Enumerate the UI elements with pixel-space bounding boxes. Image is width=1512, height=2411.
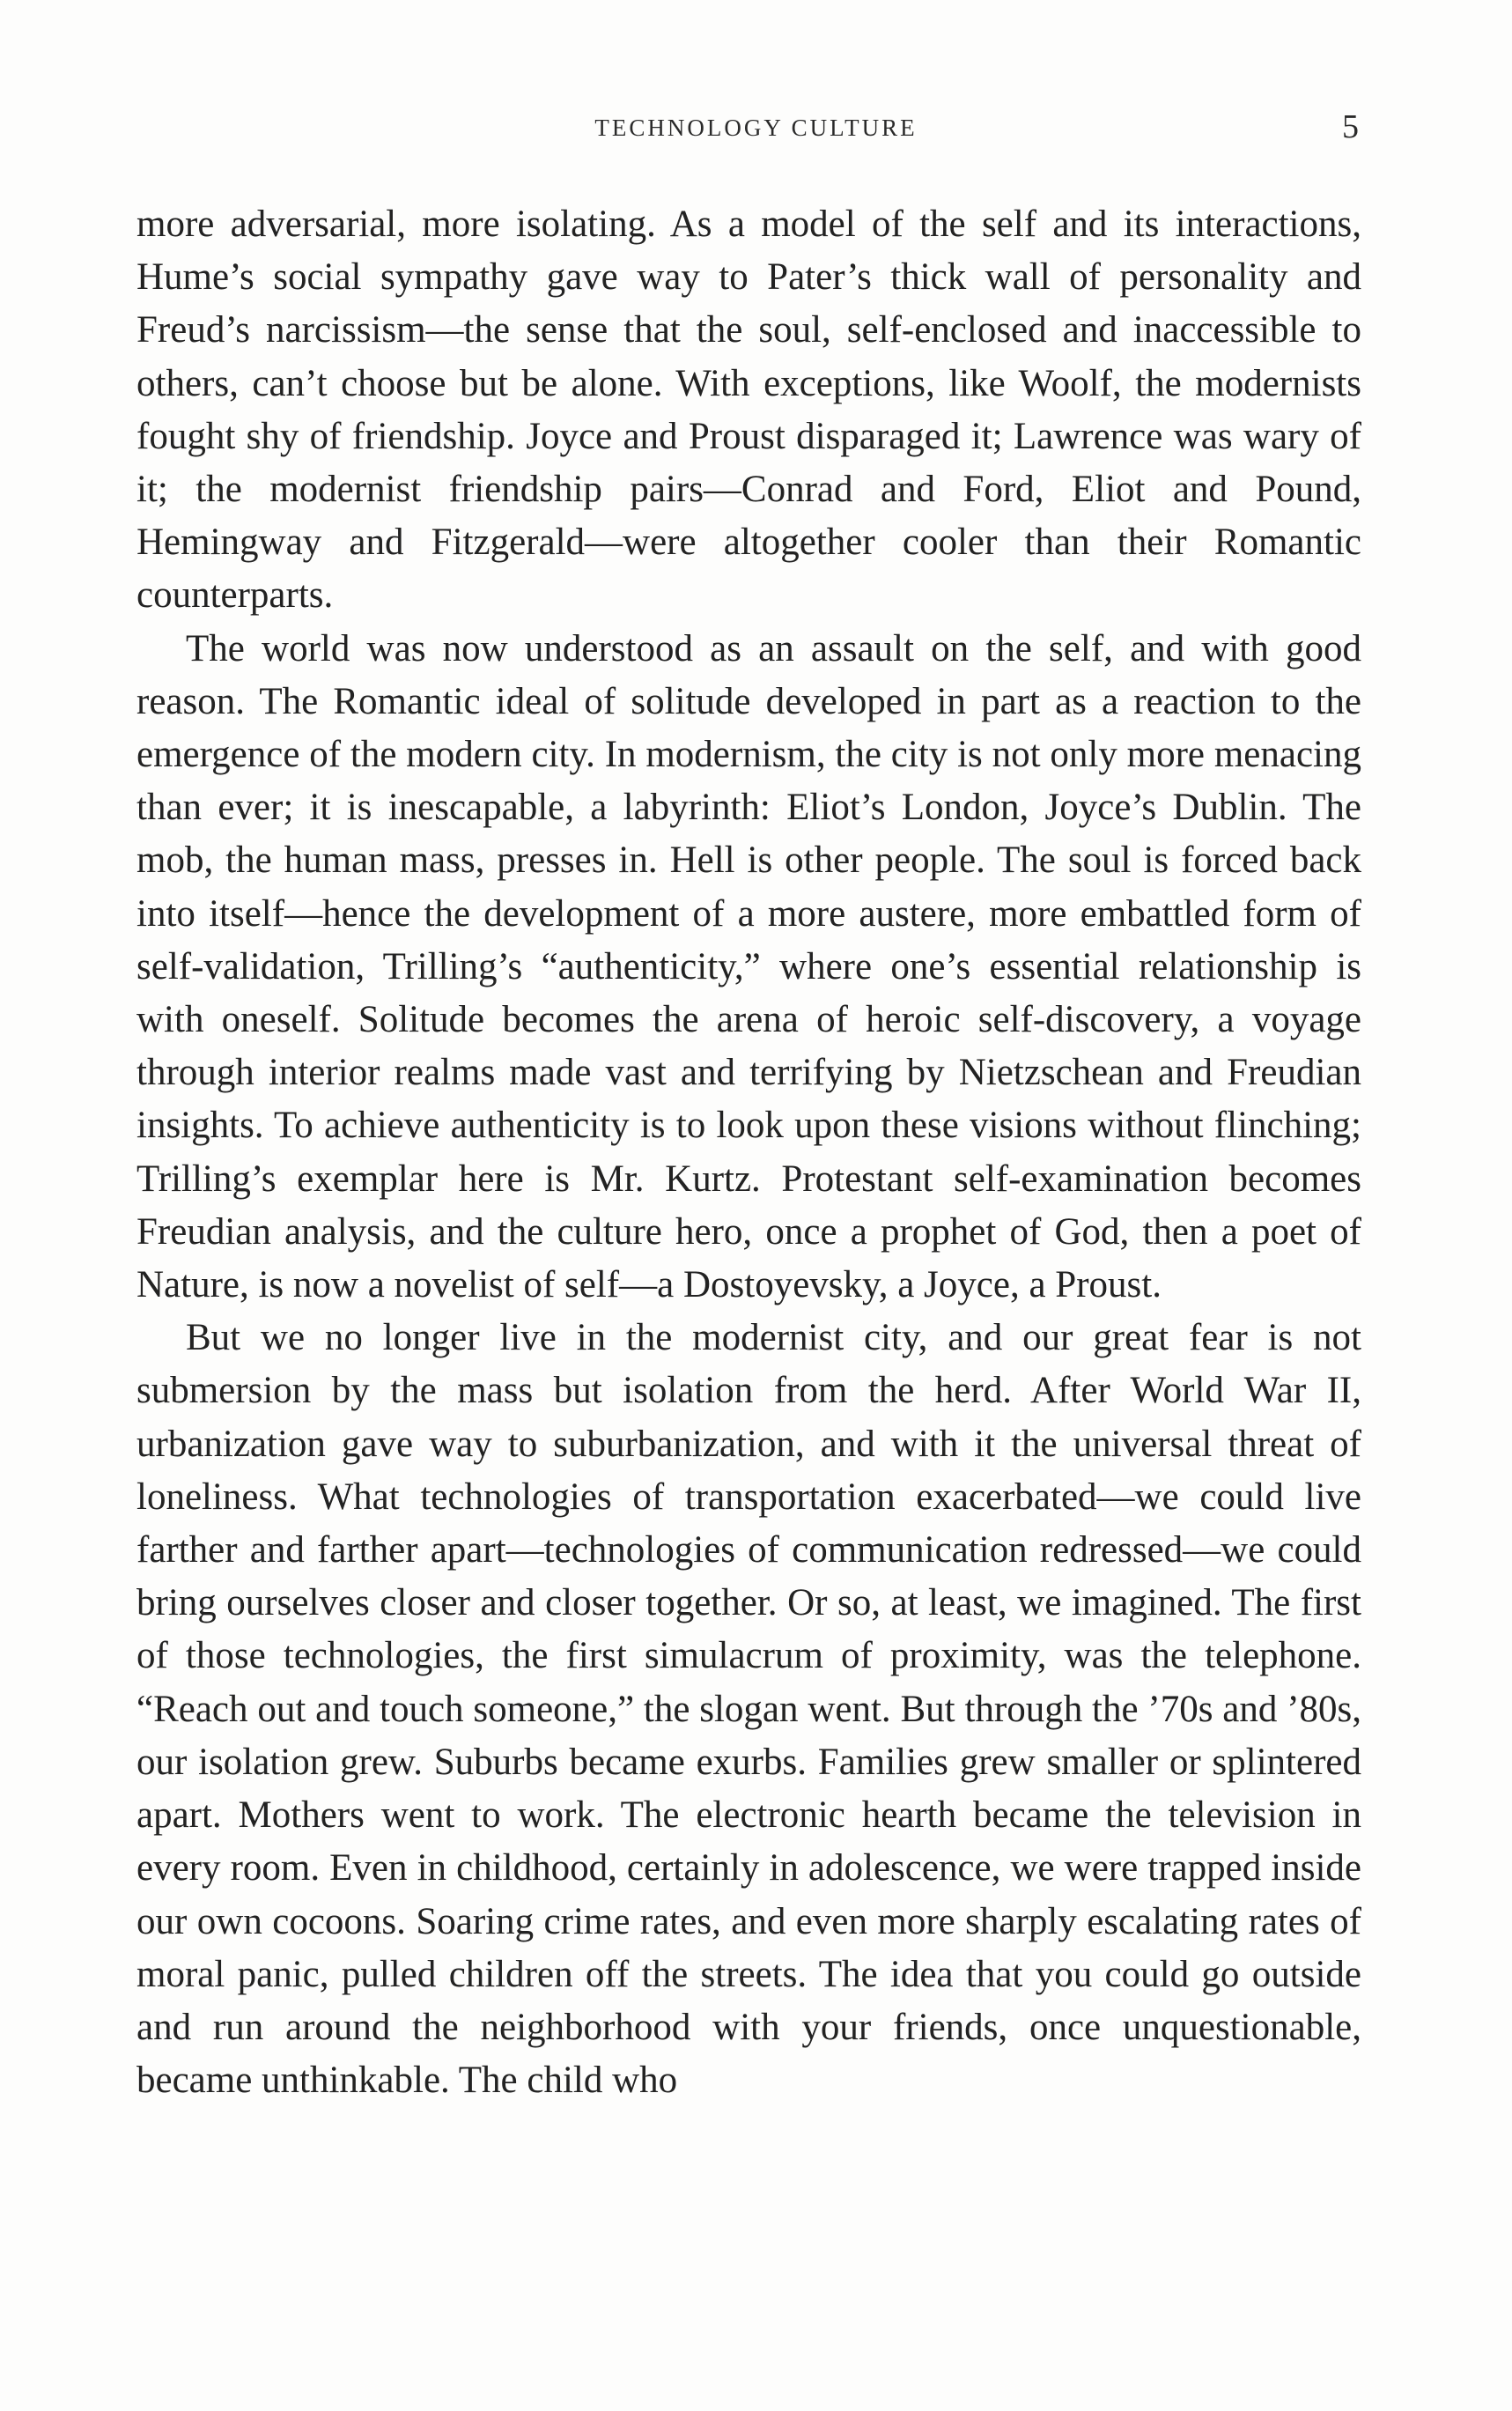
paragraph-2: The world was now understood as an assault on the self, and with good reason. The Romantic ideal of solitude developed in part as a reaction to the emergence of the modern city. In modernism, the city is not only more menacing than ever; it is inescapable, a labyrinth: Eliot’s London, Joyce’s Dublin. The mob, the human mass, presses in. Hell is other people. The soul is forced back into itself—hence the development of a more austere, more embattled form of self-validation, Trilling’s “authenticity,” where one’s essential relationship is with oneself. Solitude becomes the arena of heroic self-discovery, a voyage through interior realms made vast and terrifying by Nietzschean and Freudian insights. To achieve authenticity is to look upon these visions without flinching; Trilling’s exemplar here is Mr. Kurtz. Protestant self-examination becomes Freudian analysis, and the culture hero, once a prophet of God, then a poet of Nature, is now a novelist of self—a Dostoyevsky, a Joyce, a Proust. [136,627,1361,1306]
running-head [0,107,1512,152]
body-text [136,198,1361,2107]
paragraph-3: But we no longer live in the modernist city, and our great fear is not submersion by the mass but isolation from the herd. After World War II, urbanization gave way to suburbanization, and with it the universal threat of loneliness. What technologies of transportation exacerbated—we could live farther and farther apart—technologies of communication redressed—we could bring ourselves closer and closer together. Or so, at least, we imagined. The first of those technologies, the first simulacrum of proximity, was the telephone. “Reach out and touch someone,” the slogan went. But through the ’70s and ’80s, our isolation grew. Suburbs became exurbs. Families grew smaller or splintered apart. Mothers went to work. The electronic hearth became the television in every room. Even in childhood, certainly in adolescence, we were trapped inside our own cocoons. Soaring crime rates, and even more sharply escalating rates of moral panic, pulled children off the streets. The idea that you could go outside and run around the neighborhood with your friends, once unquestionable, became unthinkable. The child who [136,1317,1361,2102]
running-title: TECHNOLOGY CULTURE [594,115,918,141]
paragraph-1: more adversarial, more isolating. As a model of the self and its interactions, Hume’s social sympathy gave way to Pater’s thick wall of personality and Freud’s narcissism—the sense that the soul, self-enclosed and inaccessible to others, can’t choose but be alone. With exceptions, like Woolf, the modernists fought shy of friendship. Joyce and Proust disparaged it; Lawrence was wary of it; the modernist friendship pairs—Conrad and Ford, Eliot and Pound, Hemingway and Fitzgerald—were altogether cooler than their Romantic counterparts. [136,203,1361,617]
page-number: 5 [1342,108,1359,145]
